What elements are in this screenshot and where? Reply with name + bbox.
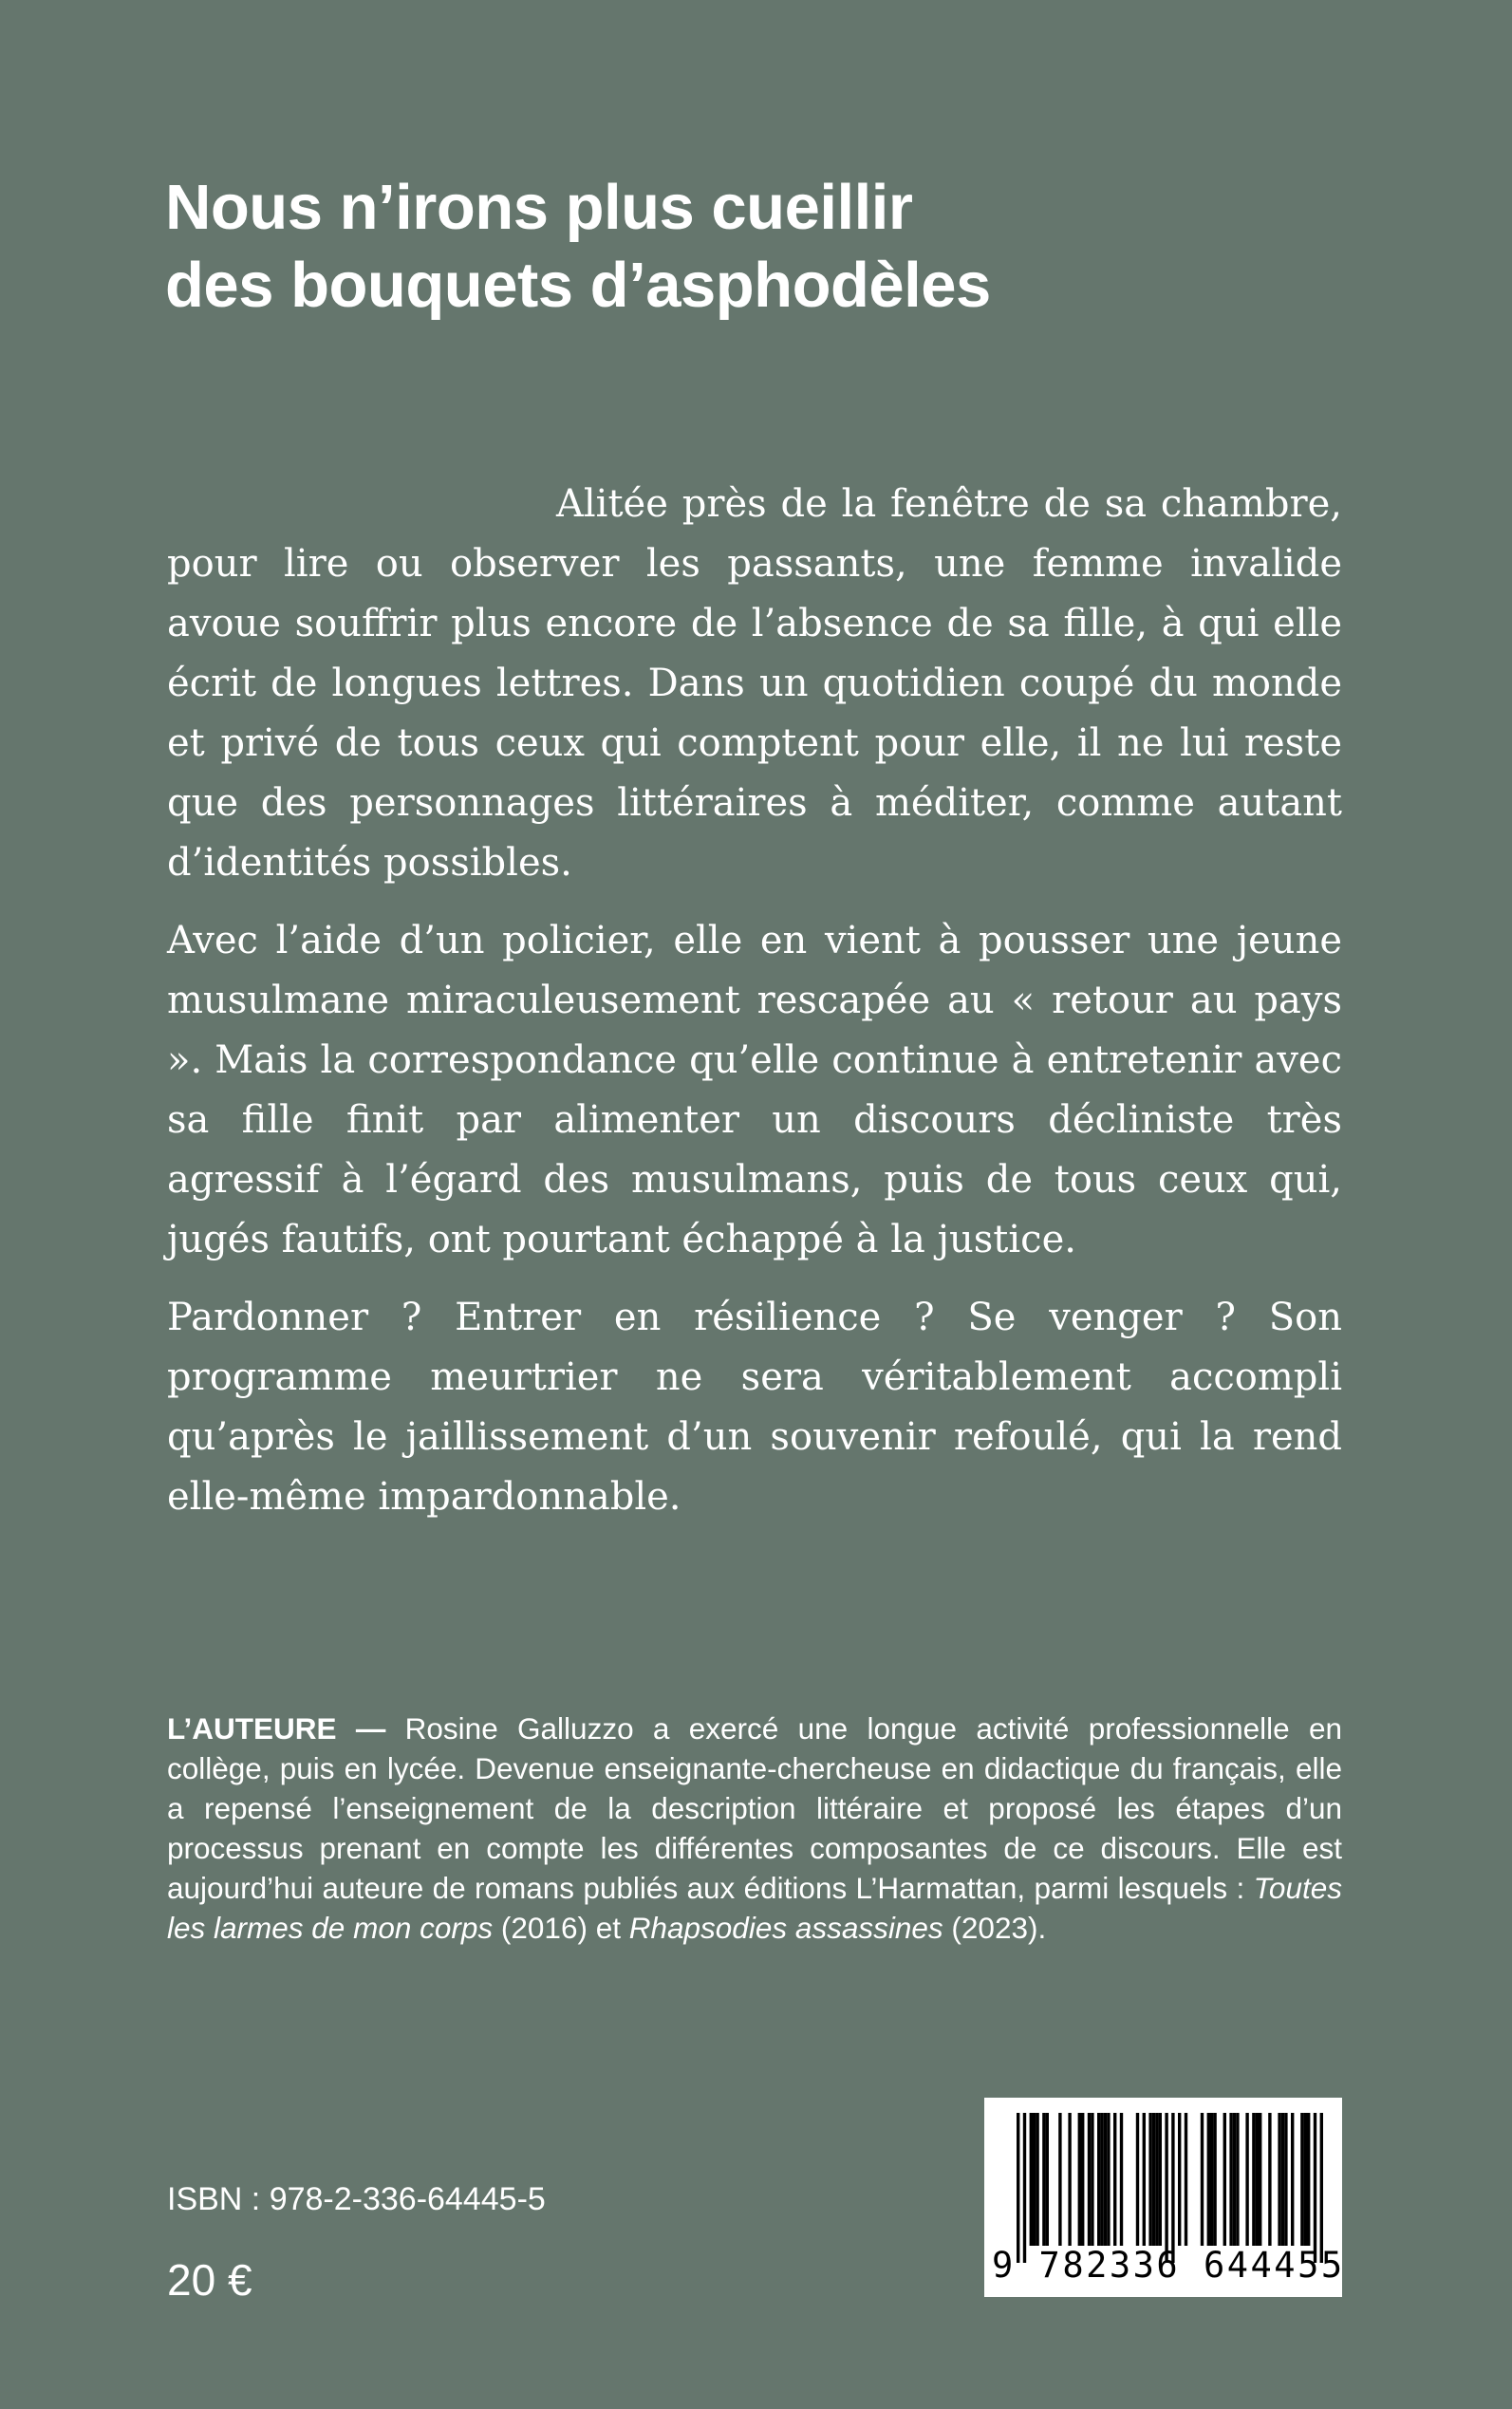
- title-line-2: des bouquets d’asphodèles: [165, 250, 991, 321]
- barcode-bar: [1097, 2113, 1100, 2246]
- author-label: L’AUTEURE —: [167, 1711, 386, 1746]
- barcode-bar: [1136, 2113, 1139, 2246]
- barcode-bar: [1210, 2113, 1213, 2246]
- barcode-bar: [1155, 2113, 1158, 2246]
- barcode-bar: [1314, 2113, 1316, 2263]
- barcode-bar: [1236, 2113, 1239, 2246]
- barcode-bar: [1152, 2113, 1155, 2246]
- synopsis-paragraph-2: Avec l’aide d’un policier, elle en vient à pousser une jeune musulmane miraculeusement rescapée au « retour au pays ». Mais la correspondance qu’elle continue à entretenir avec sa fille finit par alimenter un discours décliniste très agressif à l’égard des musulmans, puis de tous ceux qui, jugés fautifs, ont pourtant échappé à la justice.: [167, 919, 1342, 1261]
- barcode-bar: [1256, 2113, 1259, 2246]
- barcode-bar: [1068, 2113, 1071, 2246]
- barcode-bar: [1207, 2113, 1210, 2246]
- barcode-bar: [1245, 2113, 1248, 2246]
- barcode-bar: [1229, 2113, 1232, 2246]
- barcode-bar: [1104, 2113, 1107, 2246]
- barcode-bar: [1233, 2113, 1236, 2246]
- author-bio-text: Rosine Galluzzo a exercé une longue activité professionnelle en collège, puis en lycée. Devenue enseignante-chercheuse en didactique du français, elle a repensé l’enseignement de la description littéraire et proposé les étapes d’un processus prenant en compte les différentes composantes de ce discours. Elle est aujourd’hui auteure de romans publiés aux éditions L’Harmattan, parmi lesquels :: [167, 1711, 1342, 1905]
- barcode-bar: [1159, 2113, 1162, 2246]
- barcode-bar: [1259, 2113, 1261, 2246]
- barcode-bar: [1148, 2113, 1151, 2246]
- barcode-bar: [1291, 2113, 1294, 2246]
- price: 20 €: [167, 2255, 252, 2305]
- barcode-bar: [1088, 2113, 1091, 2246]
- barcode-bar: [1252, 2113, 1255, 2246]
- barcode-bar: [1171, 2113, 1174, 2263]
- barcode-bar: [1017, 2113, 1019, 2263]
- synopsis-paragraph-1: Alitée près de la fenêtre de sa chambre, pour lire ou observer les passants, une femme invalide avoue souffrir plus encore de l’absence de sa fille, à qui elle écrit de longues lettres. Dans un quotidien coupé du monde et privé de tous ceux qui comptent pour elle, il ne lui reste que des personnages littéraires à méditer, comme autant d’identités possibles.: [167, 482, 1342, 885]
- barcode-bar: [1081, 2113, 1084, 2246]
- barcode-bar: [1033, 2113, 1036, 2246]
- barcode-bar: [1281, 2113, 1284, 2246]
- barcode-bar: [1143, 2113, 1146, 2246]
- barcode-bar: [1201, 2113, 1204, 2246]
- book-title: [165, 169, 1352, 325]
- isbn: ISBN : 978-2-336-64445-5: [167, 2181, 546, 2217]
- author-bio: [167, 1709, 1342, 1948]
- barcode-bar: [1107, 2113, 1110, 2246]
- author-book-1-year: (2016) et: [493, 1911, 629, 1945]
- barcode-bar: [1091, 2113, 1093, 2246]
- barcode-bar: [1268, 2113, 1271, 2246]
- barcode-bar: [1042, 2113, 1045, 2246]
- barcode-bar: [1320, 2113, 1323, 2263]
- barcode-bar: [1100, 2113, 1103, 2246]
- title-line-1: Nous n’irons plus cueillir: [165, 172, 913, 243]
- barcode-bar: [1120, 2113, 1123, 2246]
- barcode-bar: [1213, 2113, 1216, 2246]
- barcode: [984, 2098, 1345, 2297]
- author-book-1: Toutes les larmes de mon corps: [167, 1871, 1342, 1945]
- barcode-digits: 9 782336 644455: [992, 2245, 1345, 2286]
- barcode-bar: [1185, 2113, 1187, 2246]
- barcode-bar: [1178, 2113, 1181, 2246]
- author-book-2-year: (2023).: [943, 1911, 1047, 1945]
- barcode-bar: [1030, 2113, 1033, 2246]
- barcode-bar: [1300, 2113, 1303, 2246]
- barcode-bar: [1036, 2113, 1038, 2246]
- barcode-bar: [1165, 2113, 1167, 2263]
- barcode-bar: [1058, 2113, 1061, 2246]
- barcode-bar: [1307, 2113, 1310, 2246]
- synopsis: [167, 475, 1342, 1545]
- barcode-bar: [1278, 2113, 1280, 2246]
- author-book-2: Rhapsodies assassines: [628, 1911, 943, 1945]
- barcode-bar: [1078, 2113, 1081, 2246]
- barcode-bar: [1304, 2113, 1307, 2246]
- barcode-bar: [1046, 2113, 1049, 2246]
- barcode-bar: [1284, 2113, 1287, 2246]
- barcode-bar: [1113, 2113, 1116, 2246]
- barcode-bar: [1023, 2113, 1026, 2263]
- barcode-bar: [1223, 2113, 1226, 2246]
- synopsis-paragraph-3: Pardonner ? Entrer en résilience ? Se venger ? Son programme meurtrier ne sera véritablement accompli qu’après le jaillissement d’un souvenir refoulé, qui la rend elle-même impardonnable.: [167, 1296, 1342, 1519]
